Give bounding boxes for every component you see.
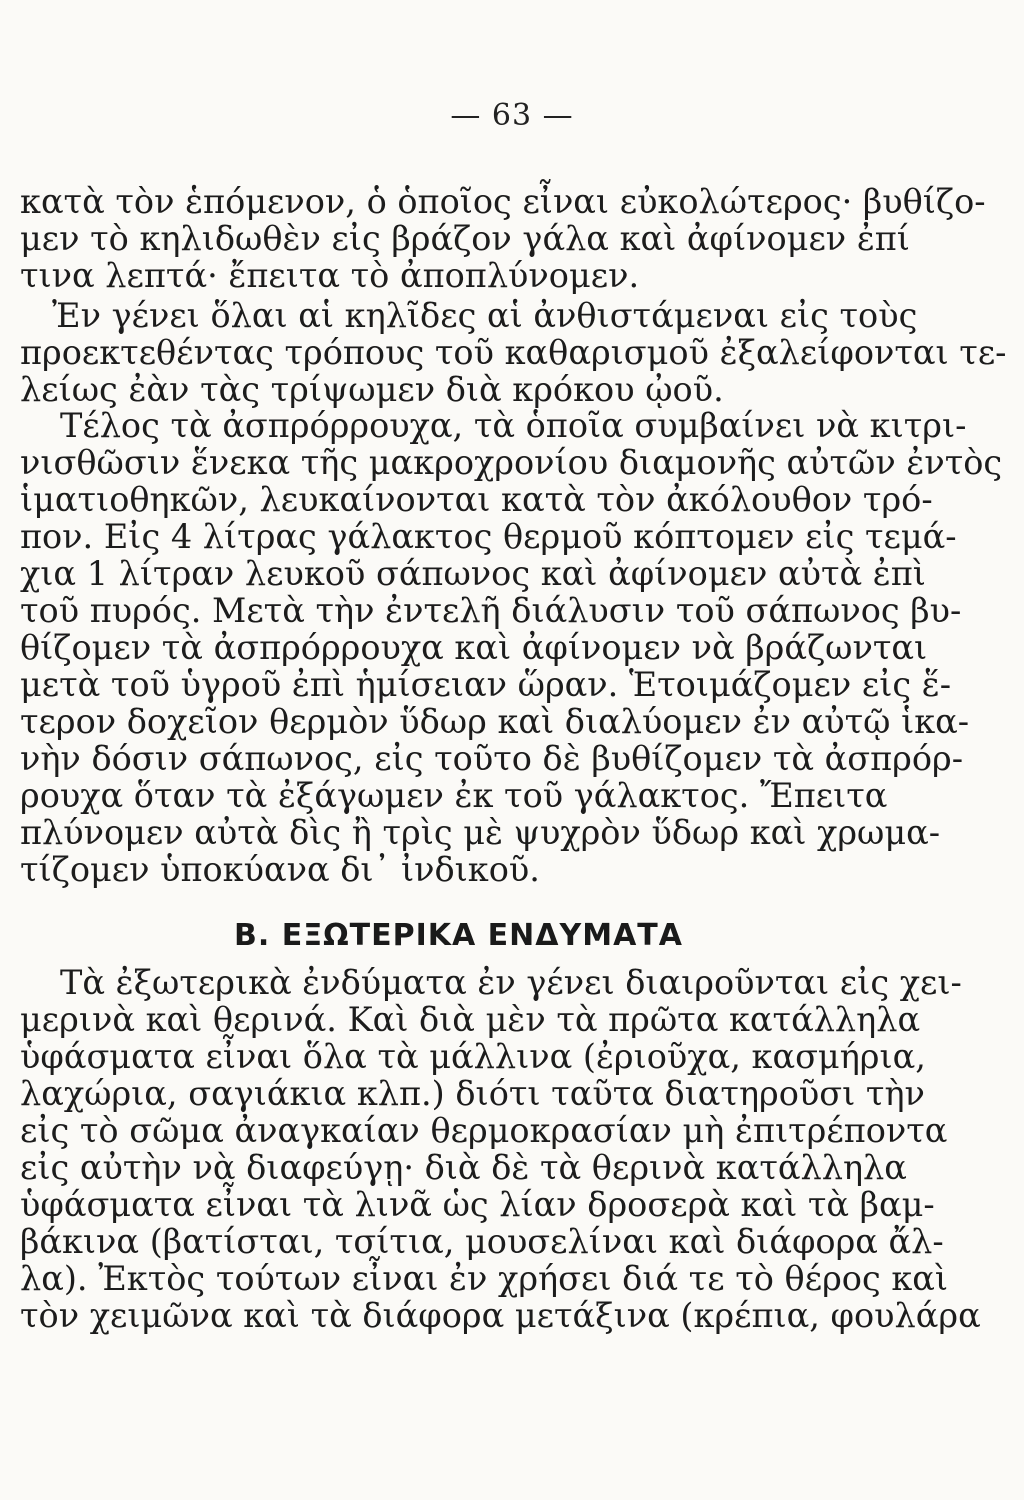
page-number: — 63 — (450, 98, 574, 133)
text-line: νισθῶσιν ἕνεκα τῆς μακροχρονίου διαμονῆς αὐτῶν ἐντὸς (20, 443, 1003, 482)
text-line: τὸν χειμῶνα καὶ τὰ διάφορα μετάξινα (κρέπια, φουλάρα (20, 1296, 981, 1335)
text-line: ρουχα ὅταν τὰ ἐξάγωμεν ἐκ τοῦ γάλακτος. Ἔπειτα (20, 776, 888, 815)
text-line: μετὰ τοῦ ὑγροῦ ἐπὶ ἡμίσειαν ὥραν. Ἑτοιμάζομεν εἰς ἕ- (20, 665, 952, 704)
text-line: τινα λεπτά· ἔπειτα τὸ ἀποπλύνομεν. (20, 256, 640, 295)
text-line: τερον δοχεῖον θερμὸν ὕδωρ καὶ διαλύομεν ἐν αὐτῷ ἱκα- (20, 702, 970, 741)
text-line: νὴν δόσιν σάπωνος, εἰς τοῦτο δὲ βυθίζομεν τὰ ἀσπρόρ- (20, 739, 964, 778)
section-heading: Β. ΕΞΩΤΕΡΙΚΑ ΕΝΔΥΜΑΤΑ (234, 918, 683, 953)
text-line: βάκινα (βατίσται, τσίτια, μουσελίναι καὶ διάφορα ἄλ- (20, 1222, 944, 1261)
text-line: χια 1 λίτραν λευκοῦ σάπωνος καὶ ἀφίνομεν αὐτὰ ἐπὶ (20, 554, 926, 593)
text-line: λαχώρια, σαγιάκια κλπ.) διότι ταῦτα διατηροῦσι τὴν (20, 1074, 925, 1113)
text-line: μερινὰ καὶ θερινά. Καὶ διὰ μὲν τὰ πρῶτα κατάλληλα (20, 1000, 921, 1039)
text-line: μεν τὸ κηλιδωθὲν εἰς βράζον γάλα καὶ ἀφίνομεν ἐπί (20, 219, 910, 258)
text-line: Ἐν γένει ὅλαι αἱ κηλῖδες αἱ ἀνθιστάμεναι εἰς τοὺς (52, 296, 918, 335)
text-line: ἱματιοθηκῶν, λευκαίνονται κατὰ τὸν ἀκόλουθον τρό- (20, 480, 933, 519)
text-line: εἰς τὸ σῶμα ἀναγκαίαν θερμοκρασίαν μὴ ἐπιτρέποντα (20, 1111, 948, 1150)
text-line: θίζομεν τὰ ἀσπρόρρουχα καὶ ἀφίνομεν νὰ βράζωνται (20, 628, 928, 667)
text-line: πον. Εἰς 4 λίτρας γάλακτος θερμοῦ κόπτομεν εἰς τεμά- (20, 517, 957, 556)
text-line: τίζομεν ὑποκύανα δι᾽ ἰνδικοῦ. (20, 850, 540, 889)
text-line: πλύνομεν αὐτὰ δὶς ἢ τρὶς μὲ ψυχρὸν ὕδωρ καὶ χρωμα- (20, 813, 941, 852)
text-line: προεκτεθέντας τρόπους τοῦ καθαρισμοῦ ἐξαλείφονται τε- (20, 333, 1007, 372)
text-line: ὑφάσματα εἶναι τὰ λινᾶ ὡς λίαν δροσερὰ καὶ τὰ βαμ- (20, 1185, 935, 1224)
text-line: Τέλος τὰ ἀσπρόρρουχα, τὰ ὁποῖα συμβαίνει νὰ κιτρι- (60, 406, 967, 445)
text-line: εἰς αὐτὴν νὰ διαφεύγῃ· διὰ δὲ τὰ θερινὰ κατάλληλα (20, 1148, 907, 1187)
text-line: κατὰ τὸν ἑπόμενον, ὁ ὁποῖος εἶναι εὐκολώτερος· βυθίζο- (20, 182, 986, 221)
text-line: ὑφάσματα εἶναι ὅλα τὰ μάλλινα (ἐριοῦχα, κασμήρια, (20, 1037, 926, 1076)
text-line: Τὰ ἐξωτερικὰ ἐνδύματα ἐν γένει διαιροῦνται εἰς χει- (60, 963, 962, 1002)
text-line: τοῦ πυρός. Μετὰ τὴν ἐντελῆ διάλυσιν τοῦ σάπωνος βυ- (20, 591, 962, 630)
text-line: λα). Ἐκτὸς τούτων εἶναι ἐν χρήσει διά τε τὸ θέρος καὶ (20, 1259, 949, 1298)
text-line: λείως ἐὰν τὰς τρίψωμεν διὰ κρόκου ᾠοῦ. (20, 370, 724, 409)
